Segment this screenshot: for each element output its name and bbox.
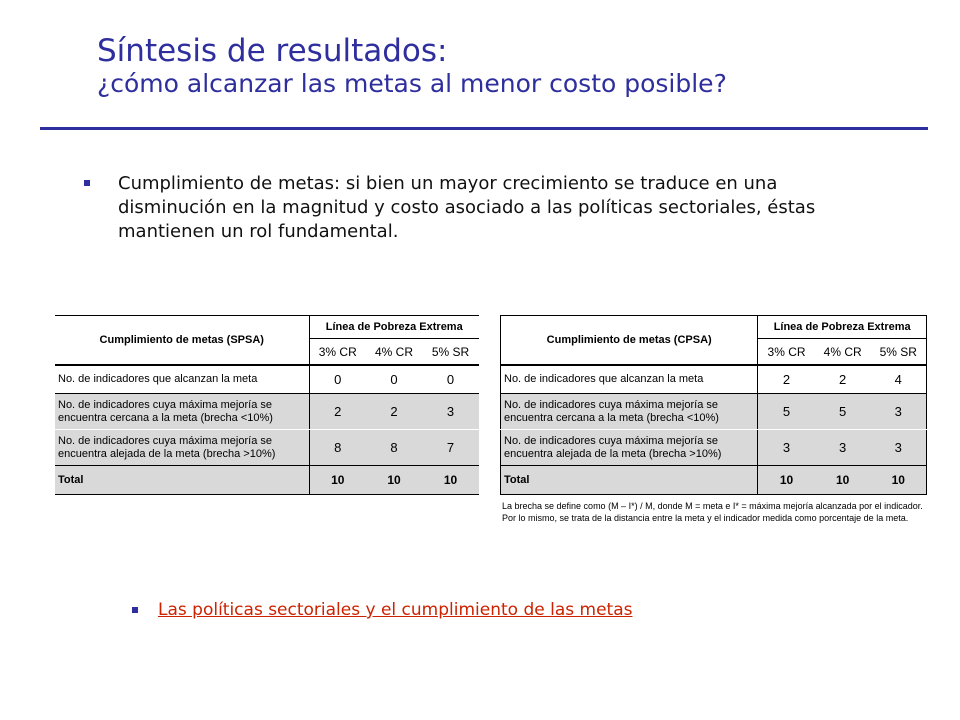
cell-value: 2 [366, 394, 422, 430]
bullet-square-icon [84, 180, 90, 186]
title-line-1: Síntesis de resultados: [97, 33, 448, 69]
slide-title [97, 33, 727, 99]
row-label: No. de indicadores cuya máxima mejoría se encuentra alejada de la meta (brecha >10%) [55, 430, 309, 466]
cell-value: 10 [871, 466, 927, 495]
bullet-point [84, 172, 874, 244]
cell-value: 5 [815, 394, 871, 430]
column-header: 4% CR [815, 339, 871, 365]
cell-value: 2 [758, 365, 815, 394]
table-row [501, 365, 927, 394]
cell-value: 5 [758, 394, 815, 430]
title-divider [40, 127, 928, 130]
cell-value: 3 [758, 430, 815, 466]
table-row [55, 430, 479, 466]
column-header: 3% CR [758, 339, 815, 365]
cell-value: 8 [366, 430, 422, 466]
column-header: 4% CR [366, 339, 422, 365]
bullet-text: Cumplimiento de metas: si bien un mayor crecimiento se traduce en una disminución en la magnitud y costo asociado a las políticas sectoriales, éstas mantienen un rol fundamental. [118, 173, 816, 242]
cell-value: 8 [309, 430, 366, 466]
cell-value: 0 [422, 365, 479, 394]
row-label: Total [501, 466, 758, 495]
cell-value: 3 [422, 394, 479, 430]
table-header: Cumplimiento de metas (CPSA) [501, 316, 758, 366]
cell-value: 0 [309, 365, 366, 394]
cell-value: 10 [422, 466, 479, 495]
table-total-row [55, 466, 479, 495]
table-row [55, 394, 479, 430]
table-row [55, 365, 479, 394]
cell-value: 2 [815, 365, 871, 394]
row-label: No. de indicadores cuya máxima mejoría se encuentra cercana a la meta (brecha <10%) [501, 394, 758, 430]
sectoral-policies-link[interactable]: Las políticas sectoriales y el cumplimiento de las metas [158, 600, 633, 620]
cell-value: 10 [815, 466, 871, 495]
table-header: Cumplimiento de metas (SPSA) [55, 316, 309, 366]
table-footnote: La brecha se define como (M – I*) / M, donde M = meta e I* = máxima mejoría alcanzada por el indicador. Por lo mismo, se trata de la distancia entre la meta y el indicador medida como porcentaje de la meta. [502, 501, 923, 523]
cell-value: 0 [366, 365, 422, 394]
cell-value: 7 [422, 430, 479, 466]
column-group-header: Línea de Pobreza Extrema [309, 316, 479, 339]
row-label: No. de indicadores cuya máxima mejoría se encuentra cercana a la meta (brecha <10%) [55, 394, 309, 430]
table-total-row [501, 466, 927, 495]
row-label: Total [55, 466, 309, 495]
cell-value: 10 [309, 466, 366, 495]
table-spsa [55, 315, 479, 495]
table-cpsa [500, 315, 927, 495]
cell-value: 3 [871, 394, 927, 430]
column-header: 3% CR [309, 339, 366, 365]
table-row [501, 430, 927, 466]
row-label: No. de indicadores que alcanzan la meta [501, 365, 758, 394]
column-group-header: Línea de Pobreza Extrema [758, 316, 927, 339]
link-bullet [132, 600, 632, 620]
column-header: 5% SR [871, 339, 927, 365]
cell-value: 2 [309, 394, 366, 430]
cell-value: 3 [871, 430, 927, 466]
bullet-square-icon [132, 607, 138, 613]
cell-value: 3 [815, 430, 871, 466]
title-line-2: ¿cómo alcanzar las metas al menor costo posible? [97, 69, 727, 98]
cell-value: 10 [366, 466, 422, 495]
table-row [501, 394, 927, 430]
row-label: No. de indicadores que alcanzan la meta [55, 365, 309, 394]
column-header: 5% SR [422, 339, 479, 365]
cell-value: 10 [758, 466, 815, 495]
row-label: No. de indicadores cuya máxima mejoría se encuentra alejada de la meta (brecha >10%) [501, 430, 758, 466]
cell-value: 4 [871, 365, 927, 394]
